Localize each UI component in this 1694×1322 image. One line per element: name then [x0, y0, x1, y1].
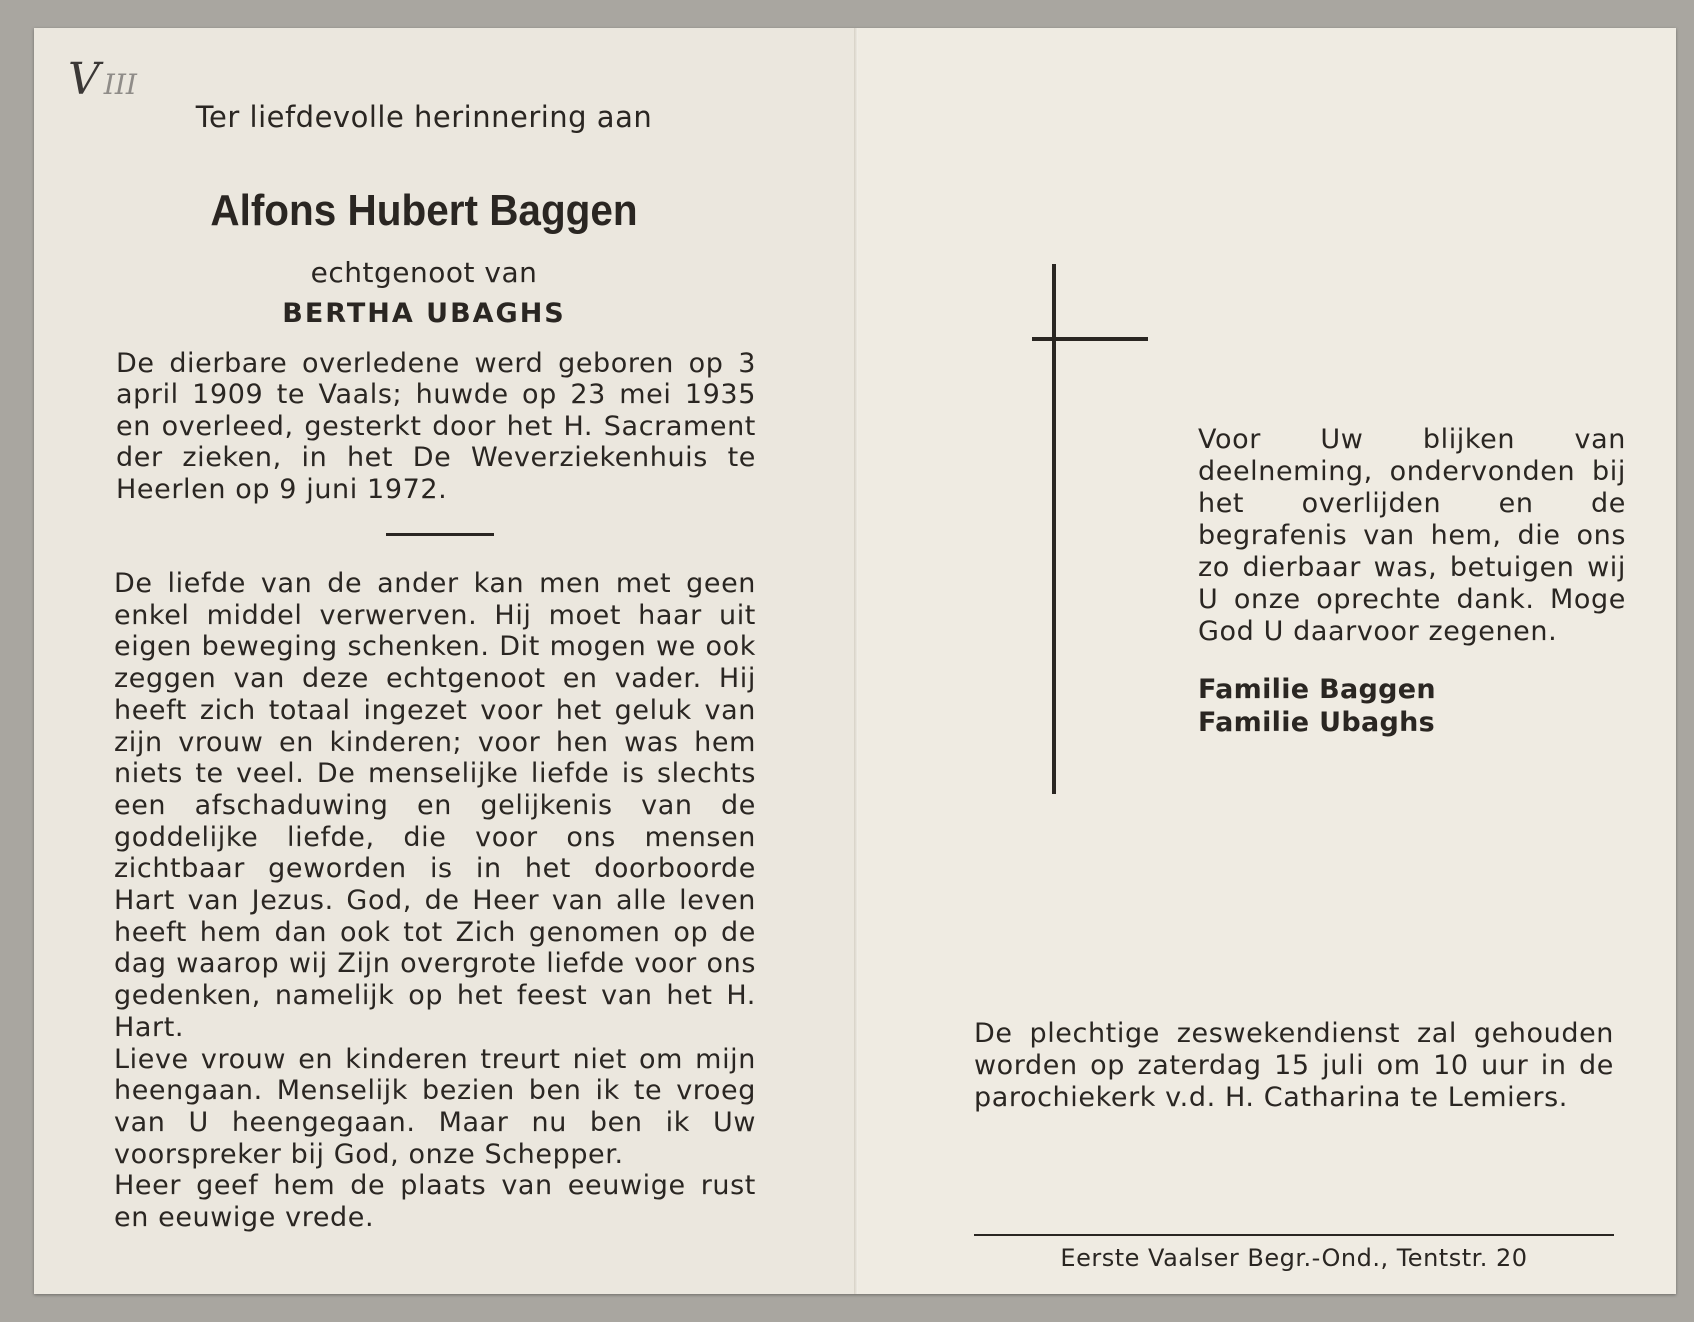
- thanks-paragraph: Voor Uw blijken van deelneming, ondervonden bij het overlijden en de begrafenis van hem, die ons zo dierbaar was, betuigen wij U onze oprechte dank. Moge God U daarvoor zegenen.: [1198, 424, 1626, 647]
- printer-credit: Eerste Vaalser Begr.-Ond., Tentstr. 20: [1060, 1244, 1528, 1272]
- closing-paragraph-1: Lieve vrouw en kinderen treurt niet om mijn heengaan. Menselijk bezien ben ik te vroeg van U heengegaan. Maar nu ben ik Uw voorspreker bij God, onze Schepper.: [114, 1043, 756, 1170]
- family-baggen: Familie Baggen: [1198, 674, 1436, 705]
- service-announcement: De plechtige zeswekendienst zal gehouden worden op zaterdag 15 juli om 10 uur in de parochiekerk v.d. H. Catharina te Lemiers.: [974, 1018, 1614, 1113]
- cross-icon-horizontal: [1032, 337, 1148, 341]
- family-ubaghs: Familie Ubaghs: [1198, 707, 1435, 738]
- intro-line: Ter liefdevolle herinnering aan: [195, 100, 653, 134]
- deceased-name: Alfons Hubert Baggen: [210, 186, 638, 235]
- cross-icon-vertical: [1052, 264, 1056, 794]
- family-signatures: [1198, 673, 1436, 739]
- divider-rule: [386, 533, 494, 536]
- closing-paragraph-2: Heer geef hem de plaats van eeuwige rust en eeuwige vrede.: [114, 1170, 756, 1234]
- biography-paragraph: De dierbare overledene werd geboren op 3 april 1909 te Vaals; huwde op 23 mei 1935 en overleed, gesterkt door het H. Sacrament der zieken, in het De Weverziekenhuis te Heerlen op 9 juni 1972.: [116, 348, 756, 505]
- spouse-label: echtgenoot van: [310, 256, 538, 289]
- handwritten-mark-main: V: [68, 54, 100, 105]
- handwritten-mark-faint: III: [103, 68, 137, 101]
- reflection-text: [114, 568, 756, 1234]
- reflection-paragraph: De liefde van de ander kan men met geen enkel middel verwerven. Hij moet haar uit eigen beweging schenken. Dit mogen we ook zeggen van deze echtgenoot en vader. Hij heeft zich totaal ingezet voor het geluk van zijn vrouw en kinderen; voor hen was hem niets te veel. De menselijke liefde is slechts een afschaduwing en gelijkenis van de goddelijke liefde, die voor ons mensen zichtbaar geworden is in het doorboorde Hart van Jezus. God, de Heer van alle leven heeft hem dan ook tot Zich genomen op de dag waarop wij Zijn overgrote liefde voor ons gedenken, namelijk op het feest van het H. Hart.: [114, 568, 756, 1043]
- card-fold: [854, 28, 858, 1294]
- handwritten-mark: [68, 54, 137, 105]
- footer-rule: [974, 1234, 1614, 1236]
- spouse-name: BERTHA UBAGHS: [282, 298, 566, 329]
- memorial-card: [34, 28, 1676, 1294]
